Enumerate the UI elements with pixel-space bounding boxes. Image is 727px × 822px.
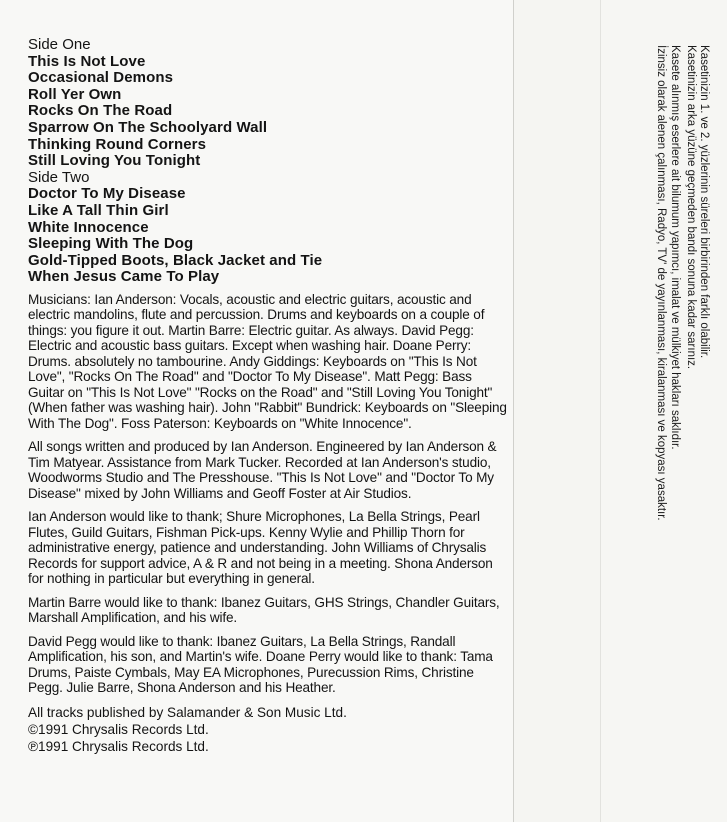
side-two-tracklist — [28, 186, 510, 286]
track-title: White Innocence — [28, 218, 149, 236]
notice-line: Kasetinizin 1. ve 2. yüzlerinin süreleri birbirinden farklı olabilir. — [698, 45, 710, 359]
track-title: Still Loving You Tonight — [28, 152, 201, 170]
fold-line — [600, 0, 601, 822]
pegg-perry-thanks: David Pegg would like to thank: Ibanez Guitars, La Bella Strings, Randall Amplification, his son, and Martin's wife. Doane Perry would like to thank: Tama Drums, Paiste Cymbals, May EA Microphones, Purecussion Rims, Christine Pegg. Julie Barre, Shona Anderson and his Heather. — [28, 633, 493, 696]
production-credits: All songs written and produced by Ian Anderson. Engineered by Ian Anderson & Tim Matyear. Assistance from Mark Tucker. Recorded at Ian Anderson's studio, Woodworms Studio and The Presshouse. "This Is Not Love" and "Doctor To My Disease" mixed by John Williams and Geoff Foster at Air Studios. — [28, 439, 497, 501]
martin-barre-thanks: Martin Barre would like to thank: Ibanez Guitars, GHS Strings, Chandler Guitars, Marshall Amplification, and his wife. — [28, 594, 500, 626]
fold-line — [513, 0, 514, 822]
track-title: When Jesus Came To Play — [28, 268, 220, 286]
ian-anderson-thanks: Ian Anderson would like to thank; Shure Microphones, La Bella Strings, Pearl Flutes, Guild Guitars, Fishman Pick-ups. Kenny Wylie and Phillip Thorn for administrative energy, patience and understanding. John Williams of Chrysalis Records for support advice, A & R and not being in a meeting. Shona Anderson for nothing in particular but everything in general. — [28, 509, 493, 587]
copyright-line: ©1991 Chrysalis Records Ltd. — [28, 721, 209, 737]
track-title: Occasional Demons — [28, 69, 174, 87]
track-title: Roll Yer Own — [28, 85, 122, 103]
musicians-credits: Musicians: Ian Anderson: Vocals, acoustic and electric guitars, acoustic and electric mandolins, flute and percussion. Drums and keyboards on a couple of things: you figure it out. Martin Barre: Electric guitar. As always. David Pegg: Electric and acoustic bass guitars. Except when washing hair. Doane Perry: Drums. absolutely no tambourine. Andy Giddings: Keyboards on "This Is Not Love", "Rocks On The Road" and "Doctor To My Disease". Matt Pegg: Bass Guitar on "This Is Not Love" "Rocks on the Road" and "Still Loving You Tonight" (When father was washing hair). John "Rabbit" Bundrick: Keyboards on "Sleeping With The Dog". Foss Paterson: Keyboards on "White Innocence". — [28, 291, 507, 431]
track-title: Thinking Round Corners — [28, 135, 207, 153]
publishing-section — [28, 704, 510, 755]
side-one-heading: Side One — [28, 36, 91, 53]
notice-line: İzinsiz olarak alenen çalınması, Radyo, TV' de yayınlanması, kiralanması ve kopyası yasaktır. — [655, 45, 668, 521]
track-title: Rocks On The Road — [28, 102, 173, 120]
publisher-line: All tracks published by Salamander & Son Music Ltd. — [28, 704, 347, 720]
notice-group-playback — [684, 45, 710, 645]
notice-group-rights — [654, 45, 680, 645]
side-one-section — [28, 37, 510, 170]
phonogram-line: ℗1991 Chrysalis Records Ltd. — [28, 738, 209, 754]
track-title: This Is Not Love — [28, 52, 146, 70]
track-title: Like A Tall Thin Girl — [28, 201, 169, 219]
track-title: Gold-Tipped Boots, Black Jacket and Tie — [28, 251, 323, 269]
notice-line: Kasete alınmış eserlere ait bilumum yapımcı, imalat ve mülkiyet hakları saklıdır. — [668, 45, 681, 450]
turkish-legal-notice — [651, 45, 710, 645]
credits-section — [28, 292, 510, 696]
inlay-spine-panel — [514, 0, 600, 822]
track-title: Sparrow On The Schoolyard Wall — [28, 118, 268, 136]
side-one-tracklist — [28, 54, 510, 170]
side-two-heading: Side Two — [28, 168, 90, 186]
side-two-section — [28, 170, 510, 286]
inlay-text — [28, 37, 510, 755]
track-title: Doctor To My Disease — [28, 185, 186, 203]
notice-line: Kasetinizin arka yüzüne geçmeden bandı sonuna kadar sarınız. — [684, 45, 697, 370]
track-title: Sleeping With The Dog — [28, 235, 194, 253]
